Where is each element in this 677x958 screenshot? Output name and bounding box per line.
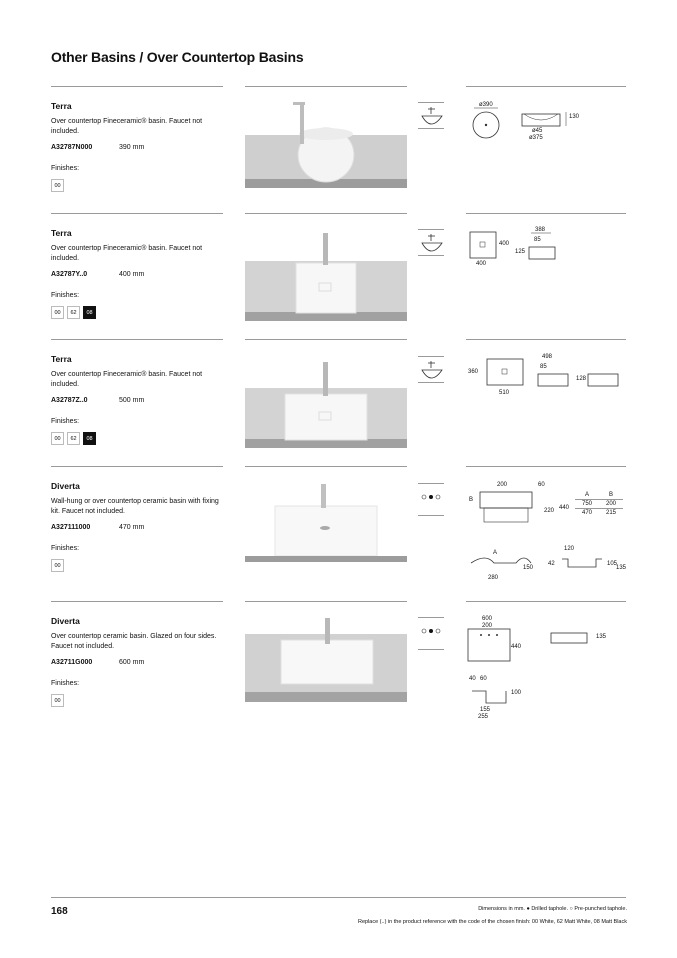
product-name: Terra (51, 354, 72, 364)
divider (245, 339, 407, 340)
product-description: Over countertop Fineceramic® basin. Faucet not included. (51, 371, 203, 388)
product-photo (245, 606, 407, 702)
size-table (575, 492, 623, 517)
product-name: Diverta (51, 481, 80, 491)
product-size: 400 mm (119, 271, 145, 278)
dim-label: 400 (476, 261, 487, 267)
dimension-drawing (466, 353, 626, 401)
dim-label: A (493, 550, 498, 556)
page-number: 168 (51, 906, 68, 917)
finishes-label: Finishes: (51, 418, 80, 425)
product-code: A32787N000 (51, 144, 93, 151)
dim-label: 200 (482, 623, 493, 629)
product-description: Over countertop Fineceramic® basin. Faucet not included. (51, 245, 203, 262)
divider (466, 601, 626, 602)
dim-label: 128 (576, 376, 587, 382)
footnote: Replace (..) in the product reference with the code of the chosen finish: 00 White, 62 Matt White, 08 Matt Black (357, 919, 627, 925)
dim-label: ø45 (532, 128, 543, 134)
table-header: B (608, 492, 613, 498)
dim-label: 125 (515, 249, 526, 255)
divider (51, 466, 223, 467)
page-title: Other Basins / Over Countertop Basins (51, 49, 304, 65)
dim-label: 440 (511, 644, 522, 650)
product-block (51, 354, 231, 445)
divider (245, 86, 407, 87)
finish-chip: 08 (83, 432, 96, 445)
divider (466, 339, 626, 340)
product-code: A32711G000 (51, 659, 93, 666)
dim-label: 510 (499, 390, 510, 396)
product-description: Wall-hung or over countertop ceramic basin with fixing kit. Faucet not included. (51, 498, 219, 515)
divider (466, 86, 626, 87)
product-size: 470 mm (119, 524, 145, 531)
divider (466, 466, 626, 467)
dim-label: 105 (607, 561, 618, 567)
product-name: Diverta (51, 616, 80, 626)
divider (51, 213, 223, 214)
table-header: A (584, 492, 589, 498)
dimension-drawing (466, 613, 626, 723)
table-cell: 215 (605, 510, 616, 516)
dim-label: 155 (480, 707, 491, 713)
product-size: 500 mm (119, 397, 145, 404)
product-block (51, 481, 231, 572)
dim-label: 130 (569, 114, 580, 120)
product-name: Terra (51, 101, 72, 111)
finishes-label: Finishes: (51, 292, 80, 299)
mounting-icon (418, 229, 444, 259)
finish-chip: 00 (51, 179, 64, 192)
product-photo (245, 90, 407, 188)
product-photo (245, 470, 407, 562)
finish-chip: 00 (51, 306, 64, 319)
footnote: Dimensions in mm. ● Drilled taphole. ○ Pre-punched taphole. (478, 906, 627, 912)
finish-chip: 00 (51, 559, 64, 572)
divider (51, 339, 223, 340)
dim-label: ø375 (529, 135, 543, 141)
product-block (51, 616, 231, 707)
divider (51, 601, 223, 602)
dim-label: 220 (544, 508, 555, 514)
product-block (51, 101, 231, 192)
dim-label: 85 (540, 364, 547, 370)
taphole-icons (418, 483, 444, 519)
dim-label: 388 (535, 227, 546, 233)
footer-divider (51, 897, 626, 898)
dim-label: 280 (488, 575, 499, 581)
table-cell: 200 (605, 501, 616, 507)
dim-label: 200 (497, 482, 508, 488)
finishes-label: Finishes: (51, 680, 80, 687)
dimension-drawing (466, 227, 626, 275)
product-code: A32787Y..0 (51, 271, 88, 278)
dim-label: 85 (534, 237, 541, 243)
mounting-icon (418, 356, 444, 386)
divider (245, 466, 407, 467)
dim-label: 498 (542, 354, 553, 360)
dim-label: 100 (511, 690, 522, 696)
product-block (51, 228, 231, 319)
dim-label: 400 (499, 241, 510, 247)
dim-label: B (469, 497, 474, 503)
dim-label: 440 (559, 505, 570, 511)
finish-chip: 00 (51, 432, 64, 445)
product-description: Over countertop ceramic basin. Glazed on four sides. Faucet not included. (51, 633, 217, 650)
divider (245, 213, 407, 214)
finishes-label: Finishes: (51, 545, 80, 552)
dim-label: 255 (478, 714, 489, 720)
dimension-drawing (466, 100, 626, 160)
finish-chip: 62 (67, 306, 80, 319)
dim-label: 135 (616, 565, 627, 571)
product-description: Over countertop Fineceramic® basin. Faucet not included. (51, 118, 203, 135)
product-code: A32787Z..0 (51, 397, 88, 404)
dim-label: ø390 (479, 102, 493, 108)
dim-label: 600 (482, 616, 493, 622)
mounting-icon (418, 102, 444, 132)
dim-label: 60 (480, 676, 487, 682)
finish-chip: 62 (67, 432, 80, 445)
dim-label: 42 (548, 561, 555, 567)
product-size: 600 mm (119, 659, 145, 666)
product-code: A327111000 (51, 524, 91, 531)
dimension-drawing (466, 479, 626, 585)
dim-label: 40 (469, 676, 476, 682)
table-cell: 750 (581, 501, 592, 507)
dim-label: 120 (564, 546, 575, 552)
finishes-label: Finishes: (51, 165, 80, 172)
product-photo (245, 217, 407, 321)
product-size: 390 mm (119, 144, 145, 151)
product-photo (245, 344, 407, 448)
dim-label: 360 (468, 369, 479, 375)
divider (466, 213, 626, 214)
dim-label: 135 (596, 634, 607, 640)
divider (245, 601, 407, 602)
taphole-icons (418, 617, 444, 653)
table-cell: 470 (581, 510, 592, 516)
finish-chip: 08 (83, 306, 96, 319)
dim-label: 150 (523, 565, 534, 571)
finish-chip: 00 (51, 694, 64, 707)
product-name: Terra (51, 228, 72, 238)
dim-label: 60 (538, 482, 545, 488)
divider (51, 86, 223, 87)
